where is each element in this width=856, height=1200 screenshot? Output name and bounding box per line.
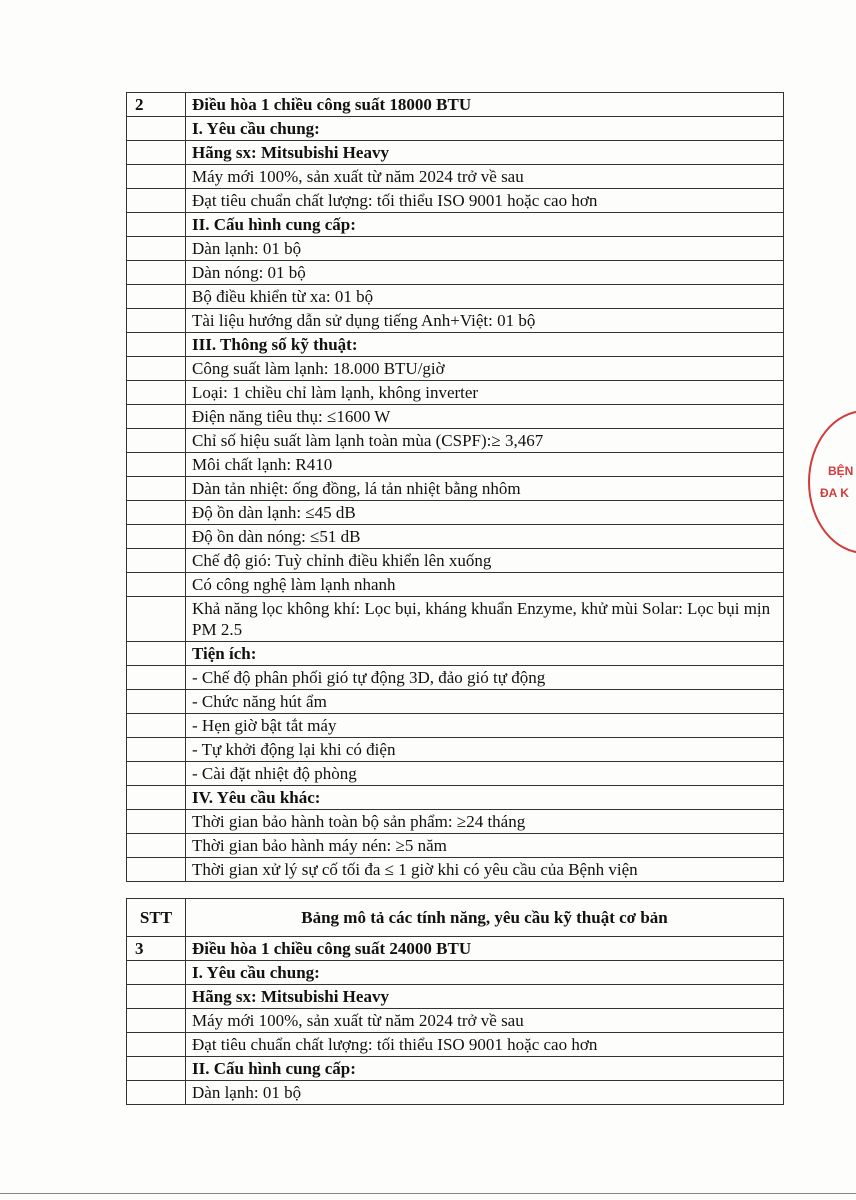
spec-row-number-cell xyxy=(127,1033,186,1057)
spec-row-text: Chỉ số hiệu suất làm lạnh toàn mùa (CSPF):≥ 3,467 xyxy=(186,429,784,453)
spec-row-text: - Chế độ phân phối gió tự động 3D, đảo gió tự động xyxy=(186,666,784,690)
spec-row xyxy=(127,810,784,834)
spec-section-heading: II. Cấu hình cung cấp: xyxy=(186,213,784,237)
spec-row-number-cell xyxy=(127,525,186,549)
item-title: Điều hòa 1 chiều công suất 18000 BTU xyxy=(186,93,784,117)
spec-row-number-cell xyxy=(127,237,186,261)
spec-row xyxy=(127,309,784,333)
spec-row-text: Môi chất lạnh: R410 xyxy=(186,453,784,477)
spec-row-number-cell xyxy=(127,141,186,165)
spec-row xyxy=(127,213,784,237)
spec-row xyxy=(127,1057,784,1081)
spec-row xyxy=(127,858,784,882)
spec-row xyxy=(127,429,784,453)
spec-section-heading: I. Yêu cầu chung: xyxy=(186,961,784,985)
spec-row-number-cell xyxy=(127,573,186,597)
spec-row-number-cell xyxy=(127,333,186,357)
spec-row-text: Thời gian bảo hành toàn bộ sản phẩm: ≥24 tháng xyxy=(186,810,784,834)
spec-table-24000 xyxy=(126,898,784,1105)
spec-row-number-cell xyxy=(127,189,186,213)
spec-row xyxy=(127,165,784,189)
item-row xyxy=(127,93,784,117)
spec-row xyxy=(127,738,784,762)
spec-section-heading: Hãng sx: Mitsubishi Heavy xyxy=(186,141,784,165)
spec-row-number-cell xyxy=(127,985,186,1009)
spec-row xyxy=(127,477,784,501)
spec-row xyxy=(127,333,784,357)
spec-row-text: - Chức năng hút ẩm xyxy=(186,690,784,714)
item-title: Điều hòa 1 chiều công suất 24000 BTU xyxy=(186,937,784,961)
spec-row-number-cell xyxy=(127,714,186,738)
spec-row-number-cell xyxy=(127,858,186,882)
spec-row xyxy=(127,714,784,738)
spec-row-number-cell xyxy=(127,786,186,810)
spec-row-number-cell xyxy=(127,357,186,381)
spec-row-number-cell xyxy=(127,1081,186,1105)
spec-row-text: Có công nghệ làm lạnh nhanh xyxy=(186,573,784,597)
header-description: Bảng mô tả các tính năng, yêu cầu kỹ thuật cơ bản xyxy=(186,899,784,937)
spec-row-text: Dàn tản nhiệt: ống đồng, lá tản nhiệt bằng nhôm xyxy=(186,477,784,501)
spec-row xyxy=(127,189,784,213)
spec-row xyxy=(127,501,784,525)
spec-section-heading: IV. Yêu cầu khác: xyxy=(186,786,784,810)
spec-row-text: Khả năng lọc không khí: Lọc bụi, kháng khuẩn Enzyme, khử mùi Solar: Lọc bụi mịn PM 2.5 xyxy=(186,597,784,642)
header-stt: STT xyxy=(127,899,186,937)
spec-row-text: Độ ồn dàn nóng: ≤51 dB xyxy=(186,525,784,549)
spec-row xyxy=(127,381,784,405)
spec-row-text: Máy mới 100%, sản xuất từ năm 2024 trở về sau xyxy=(186,1009,784,1033)
spec-row-text: Dàn nóng: 01 bộ xyxy=(186,261,784,285)
spec-section-heading: III. Thông số kỹ thuật: xyxy=(186,333,784,357)
spec-section-heading: Hãng sx: Mitsubishi Heavy xyxy=(186,985,784,1009)
spec-row xyxy=(127,1009,784,1033)
spec-row-text: - Cài đặt nhiệt độ phòng xyxy=(186,762,784,786)
spec-row-text: Dàn lạnh: 01 bộ xyxy=(186,1081,784,1105)
spec-row xyxy=(127,690,784,714)
spec-row-number-cell xyxy=(127,405,186,429)
spec-row-text: Thời gian bảo hành máy nén: ≥5 năm xyxy=(186,834,784,858)
spec-row-number-cell xyxy=(127,501,186,525)
spec-row-number-cell xyxy=(127,642,186,666)
spec-row-number-cell xyxy=(127,309,186,333)
spec-row xyxy=(127,961,784,985)
spec-row-number-cell xyxy=(127,961,186,985)
spec-table-18000 xyxy=(126,92,784,882)
spec-section-heading: Tiện ích: xyxy=(186,642,784,666)
spec-row xyxy=(127,525,784,549)
spec-row xyxy=(127,141,784,165)
spec-row-text: Bộ điều khiển từ xa: 01 bộ xyxy=(186,285,784,309)
hospital-stamp xyxy=(808,410,856,554)
spec-row-number-cell xyxy=(127,261,186,285)
spec-row-number-cell xyxy=(127,666,186,690)
spec-row-number-cell xyxy=(127,381,186,405)
spec-row-number-cell xyxy=(127,834,186,858)
spec-row xyxy=(127,1081,784,1105)
stamp-text-2: ĐA K xyxy=(820,486,849,500)
spec-section-heading: II. Cấu hình cung cấp: xyxy=(186,1057,784,1081)
spec-row-number-cell xyxy=(127,1057,186,1081)
spec-row-text: Máy mới 100%, sản xuất từ năm 2024 trở về sau xyxy=(186,165,784,189)
spec-row xyxy=(127,1033,784,1057)
spec-row-text: Điện năng tiêu thụ: ≤1600 W xyxy=(186,405,784,429)
spec-row-text: Chế độ gió: Tuỳ chỉnh điều khiển lên xuống xyxy=(186,549,784,573)
spec-row-number-cell xyxy=(127,762,186,786)
spec-row-text: Độ ồn dàn lạnh: ≤45 dB xyxy=(186,501,784,525)
spec-row xyxy=(127,237,784,261)
spec-row-number-cell xyxy=(127,549,186,573)
spec-row xyxy=(127,573,784,597)
spec-row-number-cell xyxy=(127,165,186,189)
spec-row-text: - Tự khởi động lại khi có điện xyxy=(186,738,784,762)
spec-row xyxy=(127,642,784,666)
spec-row xyxy=(127,762,784,786)
spec-row xyxy=(127,834,784,858)
spec-row xyxy=(127,597,784,642)
spec-section-heading: I. Yêu cầu chung: xyxy=(186,117,784,141)
spec-row-number-cell xyxy=(127,429,186,453)
spec-row xyxy=(127,285,784,309)
spec-row-text: Thời gian xử lý sự cố tối đa ≤ 1 giờ khi có yêu cầu của Bệnh viện xyxy=(186,858,784,882)
spec-row-number-cell xyxy=(127,285,186,309)
spec-row-number-cell xyxy=(127,1009,186,1033)
spec-row-text: Đạt tiêu chuẩn chất lượng: tối thiểu ISO 9001 hoặc cao hơn xyxy=(186,189,784,213)
spec-row xyxy=(127,357,784,381)
item-number: 3 xyxy=(127,937,186,961)
spec-row-text: Công suất làm lạnh: 18.000 BTU/giờ xyxy=(186,357,784,381)
spec-row-number-cell xyxy=(127,738,186,762)
spec-row xyxy=(127,985,784,1009)
spec-row-number-cell xyxy=(127,453,186,477)
spec-row xyxy=(127,405,784,429)
spec-row-text: Tài liệu hướng dẫn sử dụng tiếng Anh+Việt: 01 bộ xyxy=(186,309,784,333)
spec-row-number-cell xyxy=(127,810,186,834)
spec-row-text: Loại: 1 chiều chỉ làm lạnh, không inverter xyxy=(186,381,784,405)
spec-row-text: Dàn lạnh: 01 bộ xyxy=(186,237,784,261)
item-number: 2 xyxy=(127,93,186,117)
spec-row-number-cell xyxy=(127,597,186,642)
spec-row xyxy=(127,453,784,477)
spec-row-number-cell xyxy=(127,213,186,237)
header-row xyxy=(127,899,784,937)
spec-row xyxy=(127,261,784,285)
spec-row-number-cell xyxy=(127,690,186,714)
page-bottom-edge xyxy=(0,1193,856,1194)
spec-row-number-cell xyxy=(127,117,186,141)
spec-row xyxy=(127,666,784,690)
spec-row xyxy=(127,786,784,810)
spec-row-text: Đạt tiêu chuẩn chất lượng: tối thiểu ISO 9001 hoặc cao hơn xyxy=(186,1033,784,1057)
stamp-text-1: BỆN xyxy=(828,464,854,478)
spec-row-text: - Hẹn giờ bật tắt máy xyxy=(186,714,784,738)
item-row xyxy=(127,937,784,961)
spec-row-number-cell xyxy=(127,477,186,501)
spec-row xyxy=(127,549,784,573)
spec-row xyxy=(127,117,784,141)
